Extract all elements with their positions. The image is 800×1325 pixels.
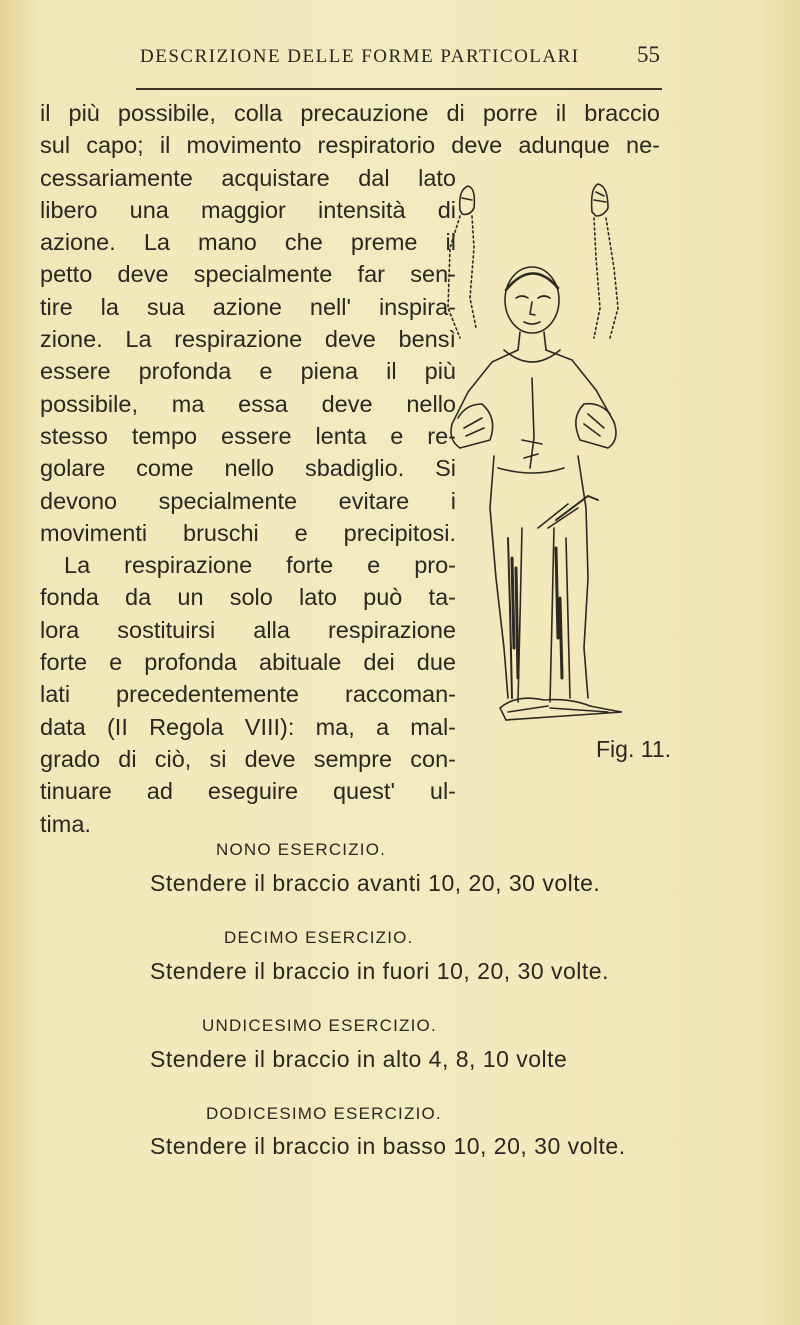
page-number: 55 xyxy=(637,42,660,67)
text-line: devono specialmente evitare i xyxy=(40,487,456,514)
text-line: stesso tempo essere lenta e re- xyxy=(40,422,456,449)
figure-caption: Fig. 11. xyxy=(596,736,671,762)
text-line: grado di ciò, si deve sempre con- xyxy=(40,745,456,772)
text-line: tire la sua azione nell' inspira- xyxy=(40,293,456,320)
exercise-text: Stendere il braccio in basso 10, 20, 30 volte. xyxy=(150,1133,626,1159)
text-line: azione. La mano che preme il xyxy=(40,229,456,256)
exercise-text: Stendere il braccio in alto 4, 8, 10 volte xyxy=(150,1046,568,1072)
text-line: tima. xyxy=(40,810,91,837)
text-line: movimenti bruschi e precipitosi. xyxy=(40,519,456,546)
header-rule xyxy=(136,88,662,90)
text-line: essere profonda e piena il più xyxy=(40,358,456,385)
text-line: cessariamente acquistare dal lato xyxy=(40,164,456,191)
exercise-heading: DECIMO ESERCIZIO. xyxy=(224,928,414,947)
text-line: fonda da un solo lato può ta- xyxy=(40,584,456,611)
text-line: possibile, ma essa deve nello xyxy=(40,390,456,417)
text-line: tinuare ad eseguire quest' ul- xyxy=(40,778,456,805)
text-line: lati precedentemente raccoman- xyxy=(40,681,456,708)
text-line: petto deve specialmente far sen- xyxy=(40,261,456,288)
exercise-heading: UNDICESIMO ESERCIZIO. xyxy=(202,1016,437,1035)
running-title: DESCRIZIONE DELLE FORME PARTICOLARI xyxy=(140,46,580,67)
exercise-heading: DODICESIMO ESERCIZIO. xyxy=(206,1104,442,1123)
exercise-text: Stendere il braccio avanti 10, 20, 30 volte. xyxy=(150,870,601,896)
exercise-text: Stendere il braccio in fuori 10, 20, 30 volte. xyxy=(150,958,609,984)
text-line: il più possibile, colla precauzione di porre il braccio xyxy=(40,100,660,126)
figure-drawing xyxy=(438,178,628,738)
text-line: forte e profonda abituale dei due xyxy=(40,649,456,676)
exercise-heading: NONO ESERCIZIO. xyxy=(216,840,387,859)
text-line: La respirazione forte e pro- xyxy=(64,552,456,579)
text-line: zione. La respirazione deve bensì xyxy=(40,326,456,353)
text-line: libero una maggior intensità di xyxy=(40,196,456,223)
text-line: golare come nello sbadiglio. Si xyxy=(40,455,456,482)
text-line: sul capo; il movimento respiratorio deve adunque ne- xyxy=(40,132,660,159)
text-line: data (II Regola VIII): ma, a mal- xyxy=(40,713,456,740)
human-figure-illustration xyxy=(438,178,628,738)
text-line: lora sostituirsi alla respirazione xyxy=(40,616,456,643)
